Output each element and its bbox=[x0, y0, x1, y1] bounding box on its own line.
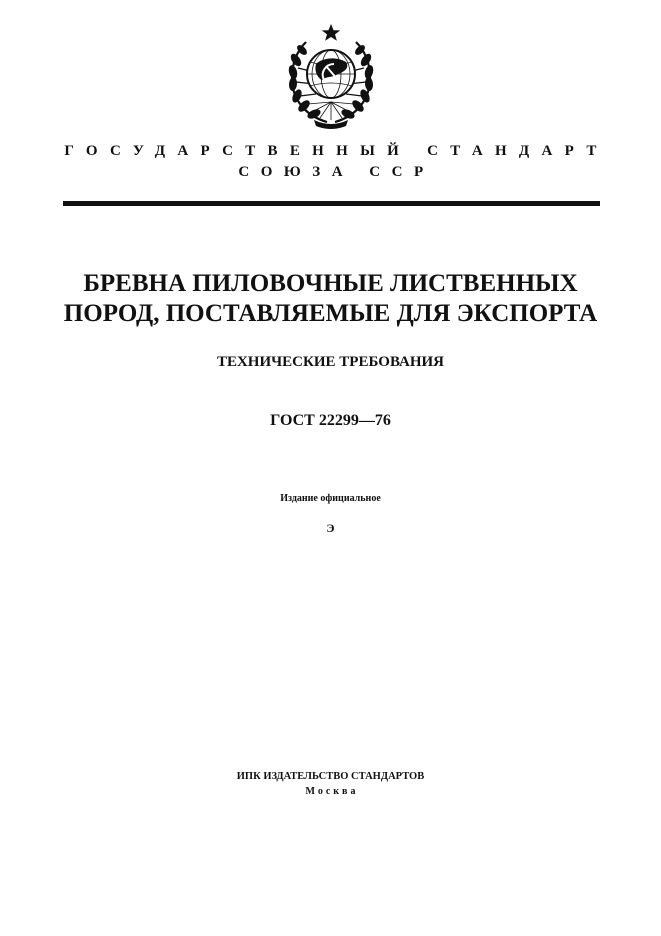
state-emblem-icon bbox=[284, 22, 378, 130]
standard-header-country: СОЮЗА ССР bbox=[238, 164, 435, 180]
edition-note: Издание официальное bbox=[280, 493, 381, 504]
document-subtitle: ТЕХНИЧЕСКИЕ ТРЕБОВАНИЯ bbox=[216, 354, 445, 370]
publisher-city: Москва bbox=[305, 786, 359, 797]
header-divider bbox=[63, 201, 600, 206]
standard-number: ГОСТ 22299—76 bbox=[270, 412, 391, 429]
edition-mark: Э bbox=[326, 521, 335, 535]
document-title-line-2: ПОРОД, ПОСТАВЛЯЕМЫЕ ДЛЯ ЭКСПОРТА bbox=[63, 300, 598, 327]
document-title-line-1: БРЕВНА ПИЛОВОЧНЫЕ ЛИСТВЕННЫХ bbox=[83, 270, 578, 297]
publisher-name: ИПК ИЗДАТЕЛЬСТВО СТАНДАРТОВ bbox=[236, 771, 425, 782]
standard-header: ГОСУДАРСТВЕННЫЙ СТАНДАРТ bbox=[64, 143, 609, 159]
